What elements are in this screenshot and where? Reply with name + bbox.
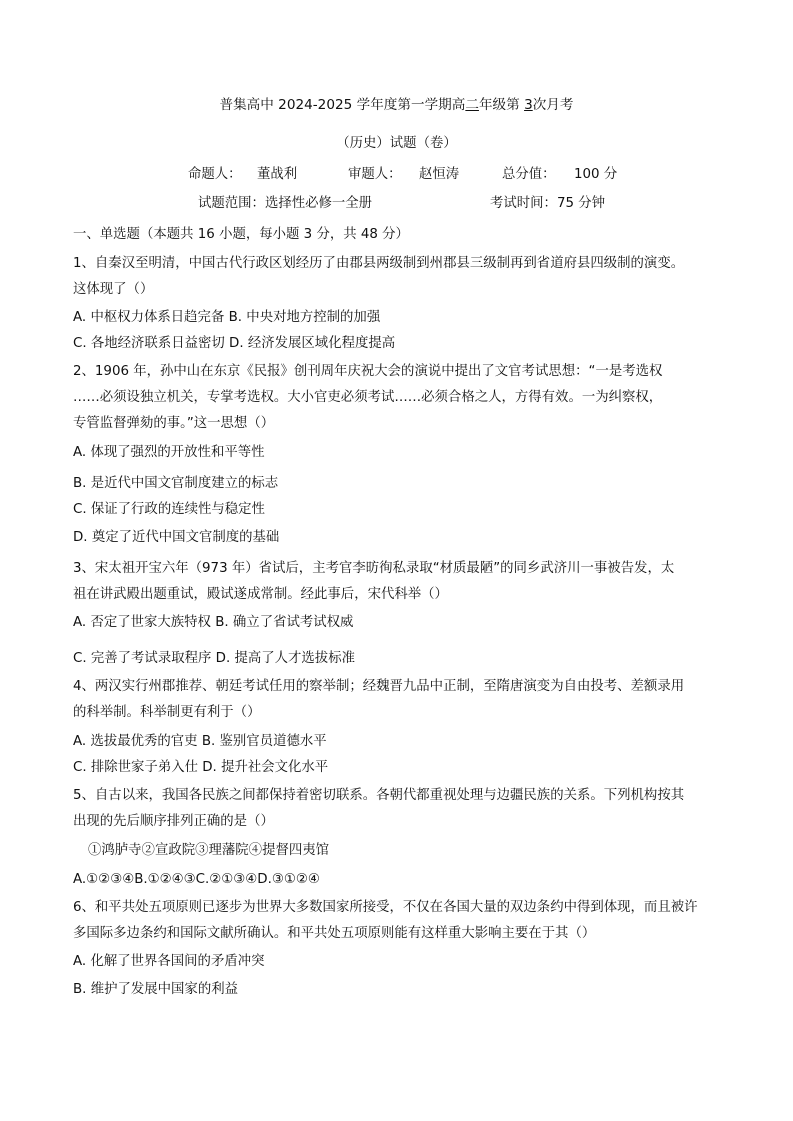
question-4-stem-line: 的科举制。科举制更有利于（） [73, 705, 261, 720]
question-1-stem-line: 1、自秦汉至明清，中国古代行政区划经历了由郡县两级制到州郡县三级制再到省道府县四级制的演变。 [73, 256, 685, 271]
question-2-option: B. 是近代中国文官制度建立的标志 [73, 476, 279, 491]
question-5-options: A.①②③④B.①②④③C.②①③④D.③①②④ [73, 872, 320, 887]
grade-underlined: 二 [465, 97, 479, 113]
question-6-option: A. 化解了世界各国间的矛盾冲突 [73, 954, 265, 969]
question-3-stem-line: 祖在讲武殿出题重试，殿试遂成常制。经此事后，宋代科举（） [73, 587, 448, 602]
exam-subtitle: （历史）试题（卷） [336, 136, 457, 151]
question-1-options: C. 各地经济联系日益密切 D. 经济发展区域化程度提高 [73, 336, 396, 351]
question-6-stem-line: 多国际多边条约和国际文献所确认。和平共处五项原则能有这样重大影响主要在于其（） [73, 926, 596, 941]
proposer-name: 董战利 [257, 167, 298, 182]
question-2-option: C. 保证了行政的连续性与稳定性 [73, 502, 265, 517]
question-5-stem-line: 出现的先后顺序排列正确的是（） [73, 814, 274, 829]
exam-scope: 试题范围：选择性必修一全册 [198, 196, 373, 211]
question-4-options: A. 选拔最优秀的官吏 B. 鉴别官员道德水平 [73, 734, 327, 749]
exam-number-underlined: 3 [524, 97, 533, 113]
question-4-stem-line: 4、两汉实行州郡推荐、朝廷考试任用的察举制；经魏晋九品中正制，至隋唐演变为自由投考、差额录用 [73, 679, 685, 694]
question-4-options: C. 排除世家子弟入仕 D. 提升社会文化水平 [73, 760, 329, 775]
question-3-options: C. 完善了考试录取程序 D. 提高了人才选拔标准 [73, 651, 355, 666]
reviewer-label: 审题人： [348, 167, 402, 182]
question-2-option: A. 体现了强烈的开放性和平等性 [73, 445, 265, 460]
proposer-label: 命题人： [188, 167, 242, 182]
reviewer-name: 赵恒涛 [419, 167, 460, 182]
question-1-stem-line: 这体现了（） [73, 282, 154, 297]
question-2-stem-line: ……必须设独立机关，专掌考选权。大小官吏必须考试……必须合格之人，方得有效。一为纠察权， [73, 390, 663, 405]
exam-time: 考试时间：75 分钟 [490, 196, 606, 211]
question-1-options: A. 中枢权力体系日趋完备 B. 中央对地方控制的加强 [73, 310, 381, 325]
question-3-stem-line: 3、宋太祖开宝六年（973 年）省试后，主考官李昉徇私录取“材质最陋”的同乡武济川一事被告发，太 [73, 561, 675, 576]
question-5-stem-line: 5、自古以来，我国各民族之间都保持着密切联系。各朝代都重视处理与边疆民族的关系。下列机构按其 [73, 788, 685, 803]
question-2-stem-line: 2、1906 年，孙中山在东京《民报》创刊周年庆祝大会的演说中提出了文官考试思想：“一是考选权 [73, 364, 663, 379]
question-5-items: ①鸿胪寺②宣政院③理藩院④提督四夷馆 [88, 843, 330, 858]
question-6-stem-line: 6、和平共处五项原则已逐步为世界大多数国家所接受，不仅在各国大量的双边条约中得到体现，而且被许 [73, 900, 698, 915]
score-label: 总分值： [502, 167, 556, 182]
question-2-stem-line: 专管监督弹劾的事。”这一思想（） [73, 416, 275, 431]
question-2-option: D. 奠定了近代中国文官制度的基础 [73, 530, 280, 545]
section-title: 一、单选题（本题共 16 小题，每小题 3 分，共 48 分） [73, 227, 409, 242]
exam-title: 普集高中 2024-2025 学年度第一学期高二年级第 3次月考 [219, 97, 574, 113]
question-6-option: B. 维护了发展中国家的利益 [73, 982, 238, 997]
question-3-options: A. 否定了世家大族特权 B. 确立了省试考试权威 [73, 615, 354, 630]
score-value: 100 分 [574, 167, 618, 182]
